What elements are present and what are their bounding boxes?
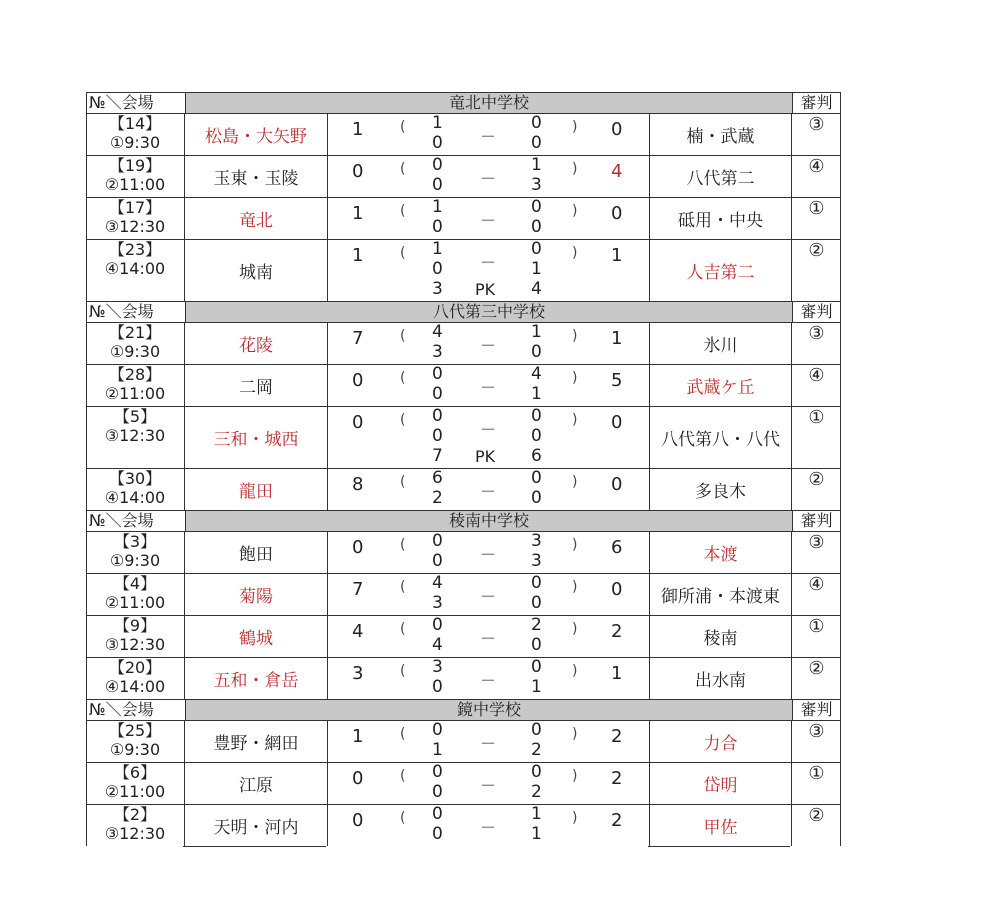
away-score: 0	[611, 203, 623, 224]
away-half-score: 3	[531, 531, 542, 551]
home-half-score: 1	[432, 239, 443, 259]
match-number	[87, 721, 183, 759]
referee-cell	[791, 805, 841, 846]
match-row	[86, 531, 841, 573]
match-time: ③12:30	[104, 217, 166, 236]
home-team: 龍田	[184, 469, 328, 510]
score-dash: －	[480, 127, 497, 146]
open-paren: (	[400, 579, 406, 595]
away-half-score: 0	[531, 573, 542, 593]
match-row	[86, 155, 841, 197]
referee-label: 審判	[792, 511, 840, 531]
score-dash: －	[480, 587, 497, 606]
close-paren: )	[572, 328, 578, 344]
match-time: ②11:00	[104, 175, 166, 194]
away-half-score: 4	[531, 279, 542, 299]
match-id: 【3】	[113, 532, 157, 551]
away-half-score: 1	[531, 322, 542, 342]
away-half-score: 3	[531, 551, 542, 571]
close-paren: )	[572, 663, 578, 679]
away-score: 2	[611, 768, 623, 789]
home-team: 江原	[184, 763, 328, 804]
away-half-score: 1	[531, 824, 542, 844]
referee-cell	[791, 323, 841, 364]
referee-number: ③	[808, 721, 825, 742]
away-score: 5	[611, 370, 623, 391]
home-score: 0	[352, 370, 364, 391]
venue-name: 稜南中学校	[186, 511, 792, 531]
referee-cell	[791, 532, 841, 573]
match-row	[86, 615, 841, 657]
away-score: 4	[611, 161, 623, 182]
home-half-score: 0	[432, 259, 443, 279]
referee-number: ③	[808, 114, 825, 135]
open-paren: (	[400, 203, 406, 219]
home-half-score: 0	[432, 824, 443, 844]
home-half-score: 0	[432, 782, 443, 802]
away-half-score: 0	[531, 593, 542, 613]
away-half-score: 0	[531, 342, 542, 362]
open-paren: (	[400, 474, 406, 490]
referee-cell	[791, 114, 841, 155]
home-team: 五和・倉岳	[184, 658, 328, 699]
close-paren: )	[572, 412, 578, 428]
home-half-score: 1	[432, 740, 443, 760]
home-score: 1	[352, 119, 364, 140]
match-number	[87, 532, 183, 570]
referee-number: ③	[808, 532, 825, 553]
away-team: 八代第二	[649, 156, 792, 197]
away-team: 御所浦・本渡東	[649, 574, 792, 615]
away-team: 稜南	[649, 616, 792, 657]
referee-cell	[791, 407, 841, 468]
score-dash: －	[480, 378, 497, 397]
home-half-score: 0	[432, 364, 443, 384]
home-half-score: 0	[432, 406, 443, 426]
home-half-score: 3	[432, 342, 443, 362]
home-score: 7	[352, 579, 364, 600]
close-paren: )	[572, 161, 578, 177]
home-half-score: 0	[432, 155, 443, 175]
referee-cell	[791, 365, 841, 406]
home-half-score: 1	[432, 113, 443, 133]
away-half-score: 0	[531, 657, 542, 677]
score-dash: －	[480, 253, 497, 272]
away-half-score: 2	[531, 740, 542, 760]
referee-label: 審判	[792, 700, 840, 720]
home-team: 飽田	[184, 532, 328, 573]
away-half-score: 6	[531, 446, 542, 466]
score-dash: －	[480, 818, 497, 837]
match-id: 【20】	[108, 658, 162, 677]
away-team: 楠・武蔵	[649, 114, 792, 155]
home-half-score: 1	[432, 197, 443, 217]
match-id: 【5】	[113, 407, 157, 426]
home-half-score: 0	[432, 133, 443, 153]
away-half-score: 2	[531, 615, 542, 635]
open-paren: (	[400, 119, 406, 135]
away-score: 1	[611, 663, 623, 684]
home-half-score: 4	[432, 573, 443, 593]
referee-cell	[791, 156, 841, 197]
match-row	[86, 364, 841, 406]
away-half-score: 1	[531, 384, 542, 404]
match-id: 【25】	[108, 721, 162, 740]
referee-number: ②	[808, 240, 825, 261]
away-score: 0	[611, 119, 623, 140]
away-score: 0	[611, 412, 623, 433]
away-team: 甲佐	[649, 805, 792, 846]
home-score: 8	[352, 474, 364, 495]
referee-cell	[791, 240, 841, 301]
home-team-bottom-border	[183, 846, 326, 847]
no-venue-label: №＼会場	[87, 700, 186, 720]
match-time: ①9:30	[109, 740, 161, 759]
match-number	[87, 574, 183, 612]
home-team: 三和・城西	[184, 407, 328, 468]
away-half-score: 0	[531, 468, 542, 488]
referee-number: ④	[808, 365, 825, 386]
match-id: 【17】	[108, 198, 162, 217]
close-paren: )	[572, 537, 578, 553]
open-paren: (	[400, 328, 406, 344]
match-id: 【4】	[113, 574, 157, 593]
score-dash: －	[480, 336, 497, 355]
match-id: 【19】	[108, 156, 162, 175]
match-id: 【28】	[108, 365, 162, 384]
away-half-score: 0	[531, 406, 542, 426]
away-score: 0	[611, 579, 623, 600]
match-time: ①9:30	[109, 551, 161, 570]
sheet-bottom	[86, 846, 841, 847]
match-row	[86, 804, 841, 846]
venue-header	[86, 92, 841, 113]
home-half-score: 0	[432, 531, 443, 551]
referee-number: ①	[808, 407, 825, 428]
match-row	[86, 113, 841, 155]
home-team: 玉東・玉陵	[184, 156, 328, 197]
away-half-score: 0	[531, 133, 542, 153]
no-venue-label: №＼会場	[87, 511, 186, 531]
score-dash: －	[480, 482, 497, 501]
match-time: ③12:30	[104, 824, 166, 843]
close-paren: )	[572, 203, 578, 219]
home-team: 城南	[184, 240, 328, 301]
open-paren: (	[400, 537, 406, 553]
match-number	[87, 805, 183, 843]
match-time: ③12:30	[104, 635, 166, 654]
home-half-score: 0	[432, 615, 443, 635]
venue-header	[86, 301, 841, 322]
open-paren: (	[400, 161, 406, 177]
away-team: 力合	[649, 721, 792, 762]
away-score: 2	[611, 726, 623, 747]
away-half-score: 3	[531, 175, 542, 195]
home-score: 0	[352, 768, 364, 789]
open-paren: (	[400, 726, 406, 742]
away-score: 1	[611, 328, 623, 349]
venue-name: 竜北中学校	[186, 93, 792, 113]
open-paren: (	[400, 768, 406, 784]
score-dash: －	[480, 734, 497, 753]
match-time: ①9:30	[109, 133, 161, 152]
home-half-score: 3	[432, 657, 443, 677]
match-number	[87, 240, 183, 278]
pk-label: PK	[475, 280, 496, 299]
home-score: 1	[352, 203, 364, 224]
referee-number: ④	[808, 156, 825, 177]
away-half-score: 1	[531, 804, 542, 824]
home-team: 鶴城	[184, 616, 328, 657]
no-venue-label: №＼会場	[87, 302, 186, 322]
home-half-score: 4	[432, 635, 443, 655]
close-paren: )	[572, 621, 578, 637]
match-row	[86, 762, 841, 804]
away-half-score: 2	[531, 782, 542, 802]
match-id: 【23】	[108, 240, 162, 259]
close-paren: )	[572, 370, 578, 386]
match-number	[87, 323, 183, 361]
match-time: ③12:30	[104, 426, 166, 445]
venue-name: 八代第三中学校	[186, 302, 792, 322]
away-score: 2	[611, 621, 623, 642]
away-team: 武蔵ケ丘	[649, 365, 792, 406]
referee-number: ④	[808, 574, 825, 595]
away-half-score: 0	[531, 762, 542, 782]
home-half-score: 6	[432, 468, 443, 488]
match-number	[87, 156, 183, 194]
match-row	[86, 720, 841, 762]
referee-cell	[791, 658, 841, 699]
home-half-score: 4	[432, 322, 443, 342]
away-team: 岱明	[649, 763, 792, 804]
away-half-score: 0	[531, 426, 542, 446]
away-team: 出水南	[649, 658, 792, 699]
home-half-score: 0	[432, 426, 443, 446]
home-team: 松島・大矢野	[184, 114, 328, 155]
home-score: 0	[352, 161, 364, 182]
match-results-sheet	[86, 92, 841, 847]
referee-cell	[791, 616, 841, 657]
away-team: 氷川	[649, 323, 792, 364]
score-dash: －	[480, 545, 497, 564]
referee-label: 審判	[792, 302, 840, 322]
away-half-score: 4	[531, 364, 542, 384]
match-time: ④14:00	[104, 488, 166, 507]
match-id: 【21】	[108, 323, 162, 342]
close-paren: )	[572, 245, 578, 261]
match-number	[87, 198, 183, 236]
referee-cell	[791, 763, 841, 804]
away-score: 2	[611, 810, 623, 831]
away-half-score: 0	[531, 635, 542, 655]
score-dash: －	[480, 420, 497, 439]
score-dash: －	[480, 776, 497, 795]
score-dash: －	[480, 169, 497, 188]
match-number	[87, 407, 183, 445]
close-paren: )	[572, 726, 578, 742]
home-half-score: 0	[432, 677, 443, 697]
referee-number: ②	[808, 805, 825, 826]
home-half-score: 7	[432, 446, 443, 466]
score-dash: －	[480, 629, 497, 648]
match-id: 【30】	[108, 469, 162, 488]
match-number	[87, 469, 183, 507]
open-paren: (	[400, 810, 406, 826]
venue-name: 鏡中学校	[186, 700, 792, 720]
home-score: 0	[352, 412, 364, 433]
pk-label: PK	[475, 447, 496, 466]
home-score: 3	[352, 663, 364, 684]
away-team: 多良木	[649, 469, 792, 510]
match-row	[86, 468, 841, 510]
match-id: 【9】	[113, 616, 157, 635]
home-team: 天明・河内	[184, 805, 328, 846]
home-half-score: 0	[432, 217, 443, 237]
close-paren: )	[572, 119, 578, 135]
away-half-score: 0	[531, 197, 542, 217]
match-time: ②11:00	[104, 782, 166, 801]
open-paren: (	[400, 245, 406, 261]
home-team: 豊野・網田	[184, 721, 328, 762]
away-team-bottom-border	[648, 846, 790, 847]
referee-number: ②	[808, 658, 825, 679]
away-half-score: 1	[531, 677, 542, 697]
match-row	[86, 322, 841, 364]
away-half-score: 0	[531, 217, 542, 237]
home-half-score: 3	[432, 593, 443, 613]
open-paren: (	[400, 370, 406, 386]
score-dash: －	[480, 211, 497, 230]
home-score: 7	[352, 328, 364, 349]
open-paren: (	[400, 663, 406, 679]
match-number	[87, 616, 183, 654]
home-half-score: 0	[432, 720, 443, 740]
away-score: 1	[611, 245, 623, 266]
away-half-score: 1	[531, 259, 542, 279]
away-half-score: 0	[531, 488, 542, 508]
referee-cell	[791, 574, 841, 615]
referee-number: ③	[808, 323, 825, 344]
referee-number: ①	[808, 616, 825, 637]
away-team: 八代第八・八代	[649, 407, 792, 468]
home-half-score: 0	[432, 551, 443, 571]
match-time: ④14:00	[104, 677, 166, 696]
away-team: 本渡	[649, 532, 792, 573]
away-team: 人吉第二	[649, 240, 792, 301]
no-venue-label: №＼会場	[87, 93, 186, 113]
venue-header	[86, 699, 841, 720]
away-score: 0	[611, 474, 623, 495]
match-row	[86, 239, 841, 301]
close-paren: )	[572, 768, 578, 784]
away-half-score: 1	[531, 155, 542, 175]
away-half-score: 0	[531, 239, 542, 259]
away-team: 砥用・中央	[649, 198, 792, 239]
match-id: 【14】	[108, 114, 162, 133]
open-paren: (	[400, 621, 406, 637]
referee-number: ①	[808, 763, 825, 784]
home-score: 0	[352, 810, 364, 831]
away-half-score: 0	[531, 113, 542, 133]
referee-number: ①	[808, 198, 825, 219]
home-half-score: 2	[432, 488, 443, 508]
away-half-score: 0	[531, 720, 542, 740]
home-team: 菊陽	[184, 574, 328, 615]
match-id: 【6】	[113, 763, 157, 782]
match-row	[86, 573, 841, 615]
referee-cell	[791, 469, 841, 510]
venue-header	[86, 510, 841, 531]
referee-cell	[791, 721, 841, 762]
home-score: 1	[352, 726, 364, 747]
open-paren: (	[400, 412, 406, 428]
home-half-score: 0	[432, 175, 443, 195]
match-id: 【2】	[113, 805, 157, 824]
score-dash: －	[480, 671, 497, 690]
match-time: ②11:00	[104, 593, 166, 612]
close-paren: )	[572, 474, 578, 490]
home-half-score: 0	[432, 762, 443, 782]
match-time: ①9:30	[109, 342, 161, 361]
match-time: ④14:00	[104, 259, 166, 278]
home-score: 4	[352, 621, 364, 642]
home-half-score: 0	[432, 384, 443, 404]
away-score: 6	[611, 537, 623, 558]
home-team: 二岡	[184, 365, 328, 406]
home-score: 1	[352, 245, 364, 266]
close-paren: )	[572, 579, 578, 595]
match-number	[87, 763, 183, 801]
home-score: 0	[352, 537, 364, 558]
referee-label: 審判	[792, 93, 840, 113]
match-number	[87, 114, 183, 152]
match-time: ②11:00	[104, 384, 166, 403]
match-number	[87, 365, 183, 403]
close-paren: )	[572, 810, 578, 826]
referee-number: ②	[808, 469, 825, 490]
match-row	[86, 197, 841, 239]
home-team: 竜北	[184, 198, 328, 239]
home-half-score: 3	[432, 279, 443, 299]
home-team: 花陵	[184, 323, 328, 364]
match-row	[86, 657, 841, 699]
match-number	[87, 658, 183, 696]
home-half-score: 0	[432, 804, 443, 824]
referee-cell	[791, 198, 841, 239]
match-row	[86, 406, 841, 468]
